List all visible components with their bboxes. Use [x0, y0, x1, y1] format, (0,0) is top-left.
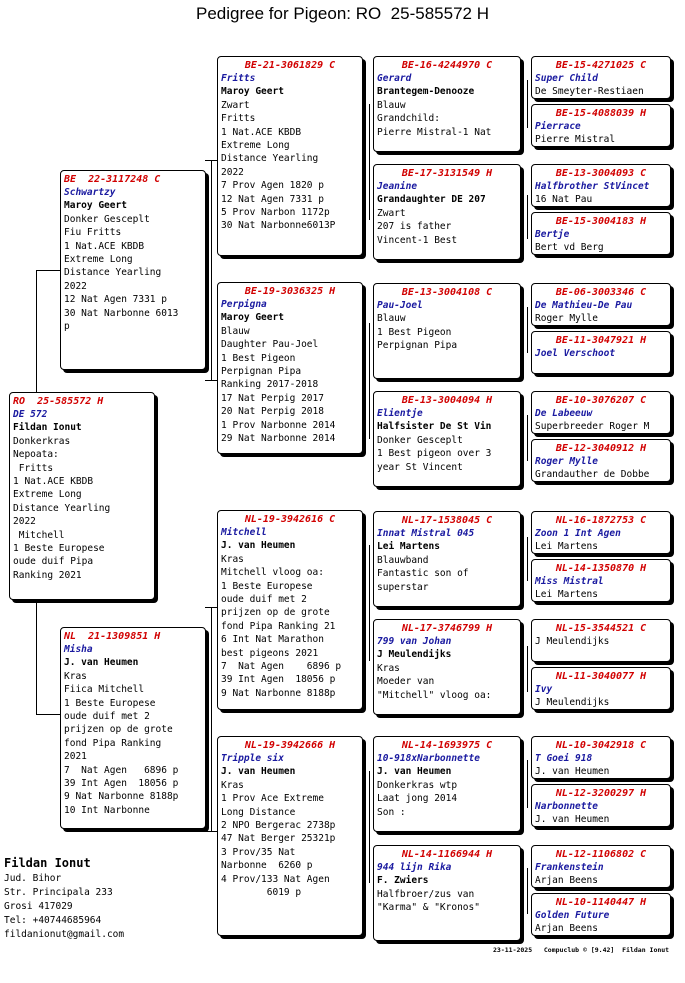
connector-subject-dam: [36, 714, 60, 715]
note-line: 7 Prov Agen 1820 p: [221, 180, 324, 192]
ring-number: NL-19-3942666 H: [244, 740, 336, 751]
ring-number: NL-14-1166944 H: [401, 849, 493, 860]
pigeon-notes: [221, 779, 359, 900]
great-grandparent-card[interactable]: [373, 845, 521, 941]
ring-number: BE-16-4244970 C: [401, 60, 493, 71]
note-line: prijzen op de grote: [64, 724, 173, 736]
note-line: Fiu Fritts: [64, 227, 122, 239]
pigeon-name: Bertje: [535, 229, 570, 240]
note-line: 6019 p: [221, 887, 302, 899]
note-line: 12 Nat Agen 7331 p: [221, 193, 324, 205]
note-line: superstar: [377, 581, 429, 593]
ring-number: NL 21-1309851 H: [64, 631, 161, 642]
grandparent-card[interactable]: [217, 736, 363, 936]
ring-number: NL-10-3042918 C: [555, 740, 647, 751]
note-line: Ranking 2017-2018: [221, 379, 319, 391]
sire-card[interactable]: [60, 170, 206, 370]
note-line: Donker Gesceplt: [64, 213, 150, 225]
connector-dam-top: [205, 607, 217, 608]
note-line: 39 Int Agen 18056 p: [64, 778, 179, 790]
note-line: Extreme Long: [64, 254, 133, 266]
ring-number: NL-15-3544521 C: [555, 623, 647, 634]
ancestor-card[interactable]: [531, 845, 671, 888]
great-grandparent-card[interactable]: [373, 736, 521, 832]
note-line: 9 Nat Narbonne 8188p: [221, 687, 336, 699]
ancestor-card[interactable]: [531, 391, 671, 434]
ring-number: BE-13-3004108 C: [401, 287, 493, 298]
connector-g3-2: [369, 323, 370, 439]
connector-g4-8: [527, 868, 528, 914]
owner-name: Pierre Mistral: [535, 134, 616, 146]
owner-name: J Meulendijks: [377, 649, 452, 661]
pigeon-notes: [377, 99, 517, 139]
owner-name: Roger Mylle: [535, 313, 598, 325]
connector-g3-1: [369, 104, 370, 220]
note-line: 1 Beste Europese: [13, 543, 105, 555]
connector-g3-4: [369, 771, 370, 883]
note-line: Zwart: [377, 207, 406, 219]
note-line: Halfbroer/zus van: [377, 888, 475, 900]
pigeon-notes: [64, 670, 202, 817]
note-line: Donkerkras: [13, 435, 71, 447]
pigeon-name: 10-918xNarbonnette: [377, 753, 480, 764]
owner-name: Maroy Geert: [221, 312, 284, 324]
pigeon-name: Pau-Joel: [377, 300, 423, 311]
ring-number: BE-11-3047921 H: [555, 335, 647, 346]
great-grandparent-card[interactable]: [373, 164, 521, 260]
great-grandparent-card[interactable]: [373, 283, 521, 379]
owner-name: J. van Heumen: [377, 766, 452, 778]
note-line: 1 Nat.ACE KBDB: [64, 240, 145, 252]
note-line: Nepoata:: [13, 449, 59, 461]
owner-name: Arjan Beens: [535, 923, 598, 935]
pigeon-name: Perpigna: [221, 299, 267, 310]
note-line: Daughter Pau-Joel: [221, 339, 319, 351]
pigeon-name: Tripple six: [221, 753, 284, 764]
note-line: 2022: [13, 516, 36, 528]
note-line: 3 Prov/35 Nat: [221, 846, 296, 858]
connector-g4-6: [527, 646, 528, 692]
pigeon-name: De Mathieu-De Pau: [535, 300, 633, 311]
note-line: 5 Prov Narbon 1172p: [221, 207, 330, 219]
pigeon-name: Frankenstein: [535, 862, 604, 873]
pigeon-name: Fritts: [221, 73, 256, 84]
pigeon-notes: [377, 779, 517, 819]
ring-number: NL-11-3040077 H: [555, 671, 647, 682]
note-line: Extreme Long: [221, 140, 290, 152]
note-line: Kras: [221, 779, 244, 791]
note-line: 2022: [221, 166, 244, 178]
pigeon-name: De Labeeuw: [535, 408, 593, 419]
ancestor-card[interactable]: [531, 736, 671, 779]
owner-name: Lei Martens: [535, 541, 598, 553]
pigeon-name: Super Child: [535, 73, 598, 84]
owner-name: J Meulendijks: [535, 636, 610, 647]
connector-g3-3: [369, 545, 370, 661]
pigeon-notes: [377, 207, 517, 247]
pigeon-name: Roger Mylle: [535, 456, 598, 467]
pigeon-notes: [377, 662, 517, 702]
owner-name: Lei Martens: [535, 589, 598, 601]
note-line: Fiica Mitchell: [64, 684, 145, 696]
owner-name: J. van Heumen: [64, 657, 139, 669]
note-line: Donkerkras wtp: [377, 779, 458, 791]
note-line: 1 Beste Europese: [64, 697, 156, 709]
breeder-info: [4, 854, 124, 942]
ring-number: RO 25-585572 H: [13, 396, 104, 407]
ancestor-card[interactable]: [531, 439, 671, 482]
pigeon-name: Miss Mistral: [535, 576, 604, 587]
ancestor-card[interactable]: [531, 667, 671, 710]
ancestor-card[interactable]: [531, 164, 671, 207]
note-line: Distance Yearling: [221, 153, 319, 165]
note-line: 2022: [64, 280, 87, 292]
pigeon-name: T Goei 918: [535, 753, 593, 764]
ancestor-card[interactable]: [531, 212, 671, 255]
note-line: 2 NPO Bergerac 2738p: [221, 820, 336, 832]
ring-number: BE-15-4088039 H: [555, 108, 647, 119]
note-line: Grandchild:: [377, 113, 440, 125]
ring-number: BE-13-3004093 C: [555, 168, 647, 179]
pigeon-name: Narbonnette: [535, 801, 598, 812]
owner-name: J. van Heumen: [221, 766, 296, 778]
note-line: 1 Prov Ace Extreme: [221, 793, 324, 805]
note-line: 1 Best Pigeon: [221, 352, 296, 364]
ring-number: NL-19-3942616 C: [244, 514, 336, 525]
ring-number: NL-14-1350870 H: [555, 563, 647, 574]
note-line: Mitchell vloog oa:: [221, 567, 324, 579]
footer-credits: 23-11-2025 Compuclub © [9.42] Fildan Ionut: [493, 946, 670, 954]
connector-g4-3: [527, 307, 528, 353]
note-line: 47 Nat Berger 25321p: [221, 833, 336, 845]
ancestor-card[interactable]: [531, 784, 671, 827]
ancestor-card[interactable]: [531, 559, 671, 602]
note-line: Perpignan Pipa: [377, 340, 458, 352]
note-line: Pierre Mistral-1 Nat: [377, 126, 492, 138]
ancestor-card[interactable]: [531, 893, 671, 936]
pigeon-name: 799 van Johan: [377, 636, 452, 647]
note-line: Blauw: [221, 325, 250, 337]
pigeon-notes: [377, 888, 517, 915]
pigeon-notes: [13, 435, 151, 582]
note-line: "Karma" & "Kronos": [377, 902, 480, 914]
note-line: prijzen op de grote: [221, 607, 330, 619]
pigeon-name: Elientje: [377, 408, 423, 419]
note-line: 1 Nat.ACE KBDB: [221, 126, 302, 138]
connector-dam-bottom: [205, 831, 217, 832]
note-line: 12 Nat Agen 7331 p: [64, 294, 167, 306]
ring-number: BE-12-3040912 H: [555, 443, 647, 454]
ring-number: BE 22-3117248 C: [64, 174, 161, 185]
note-line: Donker Gesceplt: [377, 434, 463, 446]
grandparent-card[interactable]: [217, 282, 363, 454]
owner-name: Lei Martens: [377, 541, 440, 553]
ring-number: BE-15-3004183 H: [555, 216, 647, 227]
note-line: 1 Best pigeon over 3: [377, 448, 492, 460]
note-line: 17 Nat Perpig 2017: [221, 392, 324, 404]
ring-number: BE-21-3061829 C: [244, 60, 336, 71]
connector-g4-5: [527, 537, 528, 581]
pigeon-name: Zoon 1 Int Agen: [535, 528, 621, 539]
ancestor-card[interactable]: [531, 511, 671, 554]
owner-name: Halfsister De St Vin: [377, 421, 492, 433]
owner-name: F. Zwiers: [377, 875, 429, 887]
pigeon-name: Golden Future: [535, 910, 610, 921]
note-line: 1 Best Pigeon: [377, 326, 452, 338]
pigeon-name: 944 lijn Rika: [377, 862, 452, 873]
owner-name: Grandauther de Dobbe: [535, 469, 650, 481]
great-grandparent-card[interactable]: [373, 619, 521, 715]
grandparent-card[interactable]: [217, 56, 363, 256]
breeder-name: Fildan Ionut: [4, 856, 91, 870]
ancestor-card[interactable]: [531, 619, 671, 662]
note-line: 207 is father: [377, 221, 452, 233]
connector-dam-vertical: [211, 607, 212, 831]
pigeon-notes: [377, 312, 517, 352]
pigeon-name: Pierrace: [535, 121, 581, 132]
note-line: Blauw: [377, 99, 406, 111]
owner-name: Grandaughter DE 207: [377, 194, 486, 206]
note-line: Vincent-1 Best: [377, 234, 458, 246]
breeder-phone: Tel: +40744685964: [4, 915, 102, 926]
owner-name: 16 Nat Pau: [535, 194, 593, 206]
note-line: Zwart: [221, 99, 250, 111]
ring-number: BE-15-4271025 C: [555, 60, 647, 71]
ring-number: BE-17-3131549 H: [401, 168, 493, 179]
connector-sire-bottom: [205, 380, 217, 381]
note-line: Mitchell: [13, 529, 65, 541]
note-line: 1 Beste Europese: [221, 580, 313, 592]
connector-g4-2: [527, 195, 528, 239]
note-line: p: [64, 321, 70, 333]
pigeon-notes: [377, 554, 517, 594]
note-line: Laat jong 2014: [377, 793, 458, 805]
note-line: Distance Yearling: [64, 267, 162, 279]
note-line: 1 Prov Narbonne 2014: [221, 419, 336, 431]
note-line: Extreme Long: [13, 489, 82, 501]
ancestor-card[interactable]: [531, 56, 671, 99]
owner-name: Superbreeder Roger M: [535, 421, 650, 433]
connector-sire-top: [205, 160, 217, 161]
note-line: 7 Nat Agen 6896 p: [64, 764, 179, 776]
note-line: Perpignan Pipa: [221, 366, 302, 378]
owner-name: J. van Heumen: [535, 814, 610, 826]
pigeon-name: DE 572: [13, 409, 48, 420]
note-line: Kras: [221, 553, 244, 565]
note-line: 10 Int Narbonne: [64, 804, 150, 816]
note-line: Narbonne 6260 p: [221, 860, 313, 872]
pigeon-name: Schwartzy: [64, 187, 116, 198]
note-line: Son :: [377, 806, 406, 818]
connector-g4-7: [527, 760, 528, 808]
pigeon-name: Ivy: [535, 684, 553, 695]
note-line: Long Distance: [221, 806, 296, 818]
ring-number: BE-06-3003346 C: [555, 287, 647, 298]
pigeon-name: Jeanine: [377, 181, 418, 192]
breeder-address-line: Grosi 417029: [4, 901, 73, 912]
note-line: Fritts: [13, 462, 54, 474]
pigeon-name: Gerard: [377, 73, 412, 84]
note-line: 6 Int Nat Marathon: [221, 634, 324, 646]
pigeon-name: Innat Mistral 045: [377, 528, 475, 539]
note-line: oude duif met 2: [221, 594, 307, 606]
note-line: oude duif Pipa: [13, 556, 94, 568]
note-line: year St Vincent: [377, 461, 463, 473]
note-line: 4 Prov/133 Nat Agen: [221, 873, 330, 885]
breeder-address-line: Jud. Bihor: [4, 873, 62, 884]
pigeon-name: Mitchell: [221, 527, 267, 538]
note-line: 7 Nat Agen 6896 p: [221, 661, 342, 673]
pigeon-notes: [221, 99, 359, 233]
note-line: fond Pipa Ranking: [64, 737, 162, 749]
note-line: 20 Nat Perpig 2018: [221, 406, 324, 418]
pigeon-notes: [221, 325, 359, 446]
great-grandparent-card[interactable]: [373, 391, 521, 487]
breeder-email: fildanionut@gmail.com: [4, 929, 125, 940]
connector-subject-sire: [36, 270, 60, 271]
owner-name: Fildan Ionut: [13, 422, 82, 434]
pigeon-name: Misha: [64, 644, 93, 655]
ring-number: NL-14-1693975 C: [401, 740, 493, 751]
note-line: 30 Nat Narbonne6013P: [221, 220, 336, 232]
ring-number: BE-13-3004094 H: [401, 395, 493, 406]
subject-card[interactable]: [9, 392, 155, 600]
pigeon-notes: [221, 553, 359, 700]
pigeon-name: Joel Verschoot: [535, 348, 616, 359]
dam-card[interactable]: [60, 627, 206, 829]
note-line: best pigeons 2021: [221, 647, 319, 659]
note-line: Moeder van: [377, 676, 435, 688]
note-line: fond Pipa Ranking 21: [221, 620, 336, 632]
note-line: Ranking 2021: [13, 569, 82, 581]
note-line: 39 Int Agen 18056 p: [221, 674, 336, 686]
note-line: 1 Nat.ACE KBDB: [13, 476, 94, 488]
owner-name: Bert vd Berg: [535, 242, 604, 254]
owner-name: Maroy Geert: [64, 200, 127, 212]
breeder-address-line: Str. Principala 233: [4, 887, 113, 898]
owner-name: J. van Heumen: [535, 766, 610, 778]
pigeon-name: Halfbrother StVincet: [535, 181, 650, 192]
pigeon-notes: [377, 434, 517, 474]
ancestor-card[interactable]: [531, 283, 671, 326]
note-line: Fantastic son of: [377, 568, 469, 580]
ring-number: BE-10-3076207 C: [555, 395, 647, 406]
note-line: "Mitchell" vloog oa:: [377, 689, 492, 701]
owner-name: J Meulendijks: [535, 697, 610, 709]
note-line: Blauw: [377, 313, 406, 325]
grandparent-card[interactable]: [217, 510, 363, 710]
ring-number: NL-17-3746799 H: [401, 623, 493, 634]
ring-number: NL-10-1140447 H: [555, 897, 647, 908]
note-line: 9 Nat Narbonne 8188p: [64, 791, 179, 803]
ring-number: NL-12-1106802 C: [555, 849, 647, 860]
great-grandparent-card[interactable]: [373, 56, 521, 152]
ring-number: NL-12-3200297 H: [555, 788, 647, 799]
ring-number: BE-19-3036325 H: [244, 286, 336, 297]
note-line: 29 Nat Narbonne 2014: [221, 433, 336, 445]
owner-name: Brantegem-Denooze: [377, 86, 475, 98]
great-grandparent-card[interactable]: [373, 511, 521, 607]
connector-g4-1: [527, 80, 528, 128]
owner-name: Maroy Geert: [221, 86, 284, 98]
note-line: 30 Nat Narbonne 6013: [64, 307, 179, 319]
note-line: Blauwband: [377, 554, 429, 566]
ring-number: NL-16-1872753 C: [555, 515, 647, 526]
note-line: 2021: [64, 751, 87, 763]
note-line: Kras: [64, 670, 87, 682]
note-line: Kras: [377, 662, 400, 674]
note-line: oude duif met 2: [64, 711, 150, 723]
owner-name: De Smeyter-Restiaen: [535, 86, 644, 98]
ring-number: NL-17-1538045 C: [401, 515, 493, 526]
pigeon-notes: [64, 213, 202, 334]
note-line: Fritts: [221, 113, 256, 125]
ancestor-card[interactable]: [531, 331, 671, 374]
ancestor-card[interactable]: [531, 104, 671, 147]
owner-name: J. van Heumen: [221, 540, 296, 552]
note-line: Distance Yearling: [13, 502, 111, 514]
connector-sire-vertical: [211, 160, 212, 380]
owner-name: Arjan Beens: [535, 875, 598, 887]
connector-g4-4: [527, 415, 528, 461]
page-title: Pedigree for Pigeon: RO 25-585572 H: [196, 4, 489, 23]
